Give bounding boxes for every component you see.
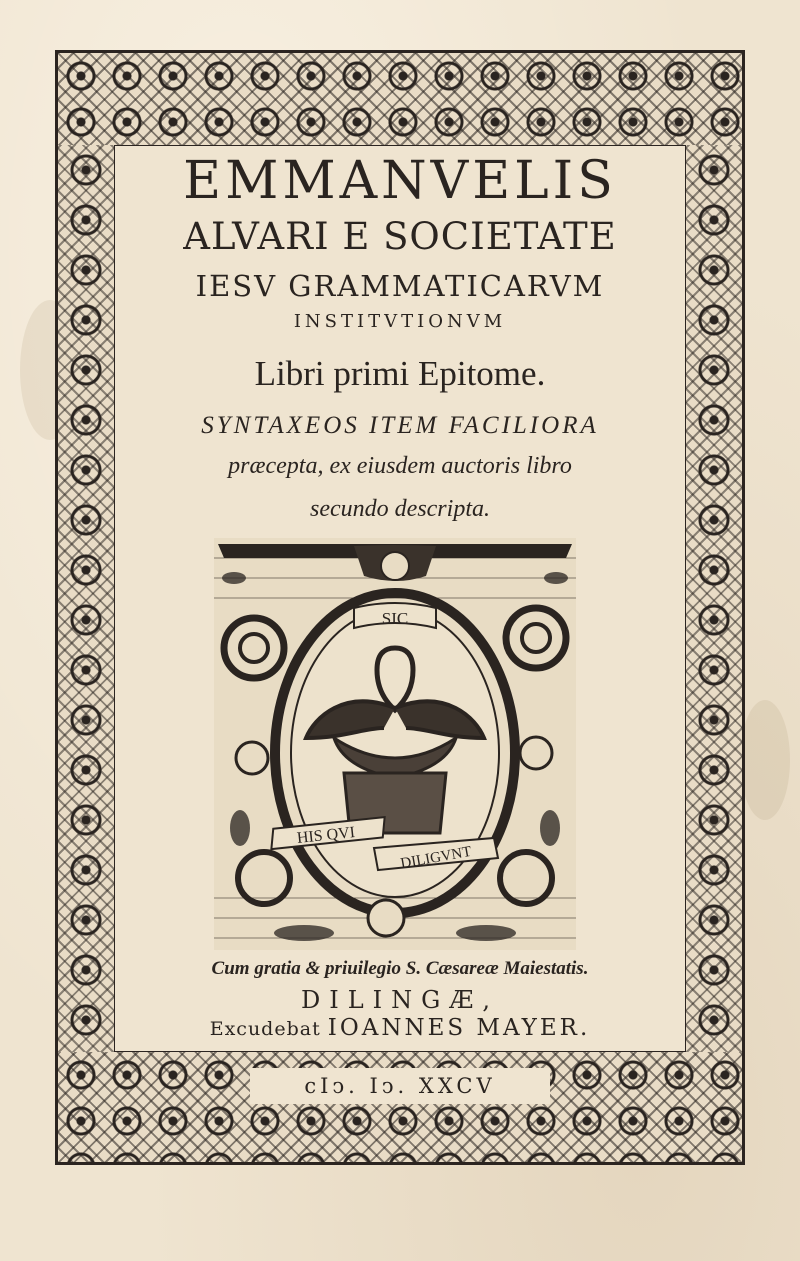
mask-face-right xyxy=(520,737,552,769)
subtitle-precepts: præcepta, ex eiusdem auctoris libro xyxy=(228,453,572,479)
subtitle-syntax: SYNTAXEOS ITEM FACILIORA xyxy=(201,412,599,439)
printer-line xyxy=(114,1014,686,1043)
author-name: EMMANVELIS xyxy=(183,151,617,211)
cherub-head-bottom xyxy=(368,900,404,936)
printer-prefix: Excudebat xyxy=(209,1018,321,1040)
subtitle-described: secundo descripta. xyxy=(310,496,490,522)
ribbon-motto-left: HIS QVI xyxy=(296,824,356,847)
privilege-line: Cum gratia & priuilegio S. Cæsareæ Maiestatis. xyxy=(211,958,589,979)
imprint-date: cIↄ. Iↄ. XXCV xyxy=(250,1068,550,1104)
title-grammar: IESV GRAMMATICARVM xyxy=(195,269,605,303)
cherub-head-top xyxy=(381,552,409,580)
printer-name: IOANNES MAYER. xyxy=(327,1015,591,1041)
imprint-place: DILINGÆ, xyxy=(301,986,499,1014)
mask-face-left xyxy=(236,742,268,774)
paper-stain xyxy=(740,700,790,820)
pelican-woodcut-emblem xyxy=(214,538,576,950)
title-epitome: Libri primi Epitome. xyxy=(254,354,546,393)
author-surname-society: ALVARI E SOCIETATE xyxy=(183,215,617,258)
banner-motto: SIC xyxy=(381,609,409,628)
ribbon-motto-right: DILIGVNT xyxy=(399,843,473,873)
title-institutions: INSTITVTIONVM xyxy=(293,311,507,332)
